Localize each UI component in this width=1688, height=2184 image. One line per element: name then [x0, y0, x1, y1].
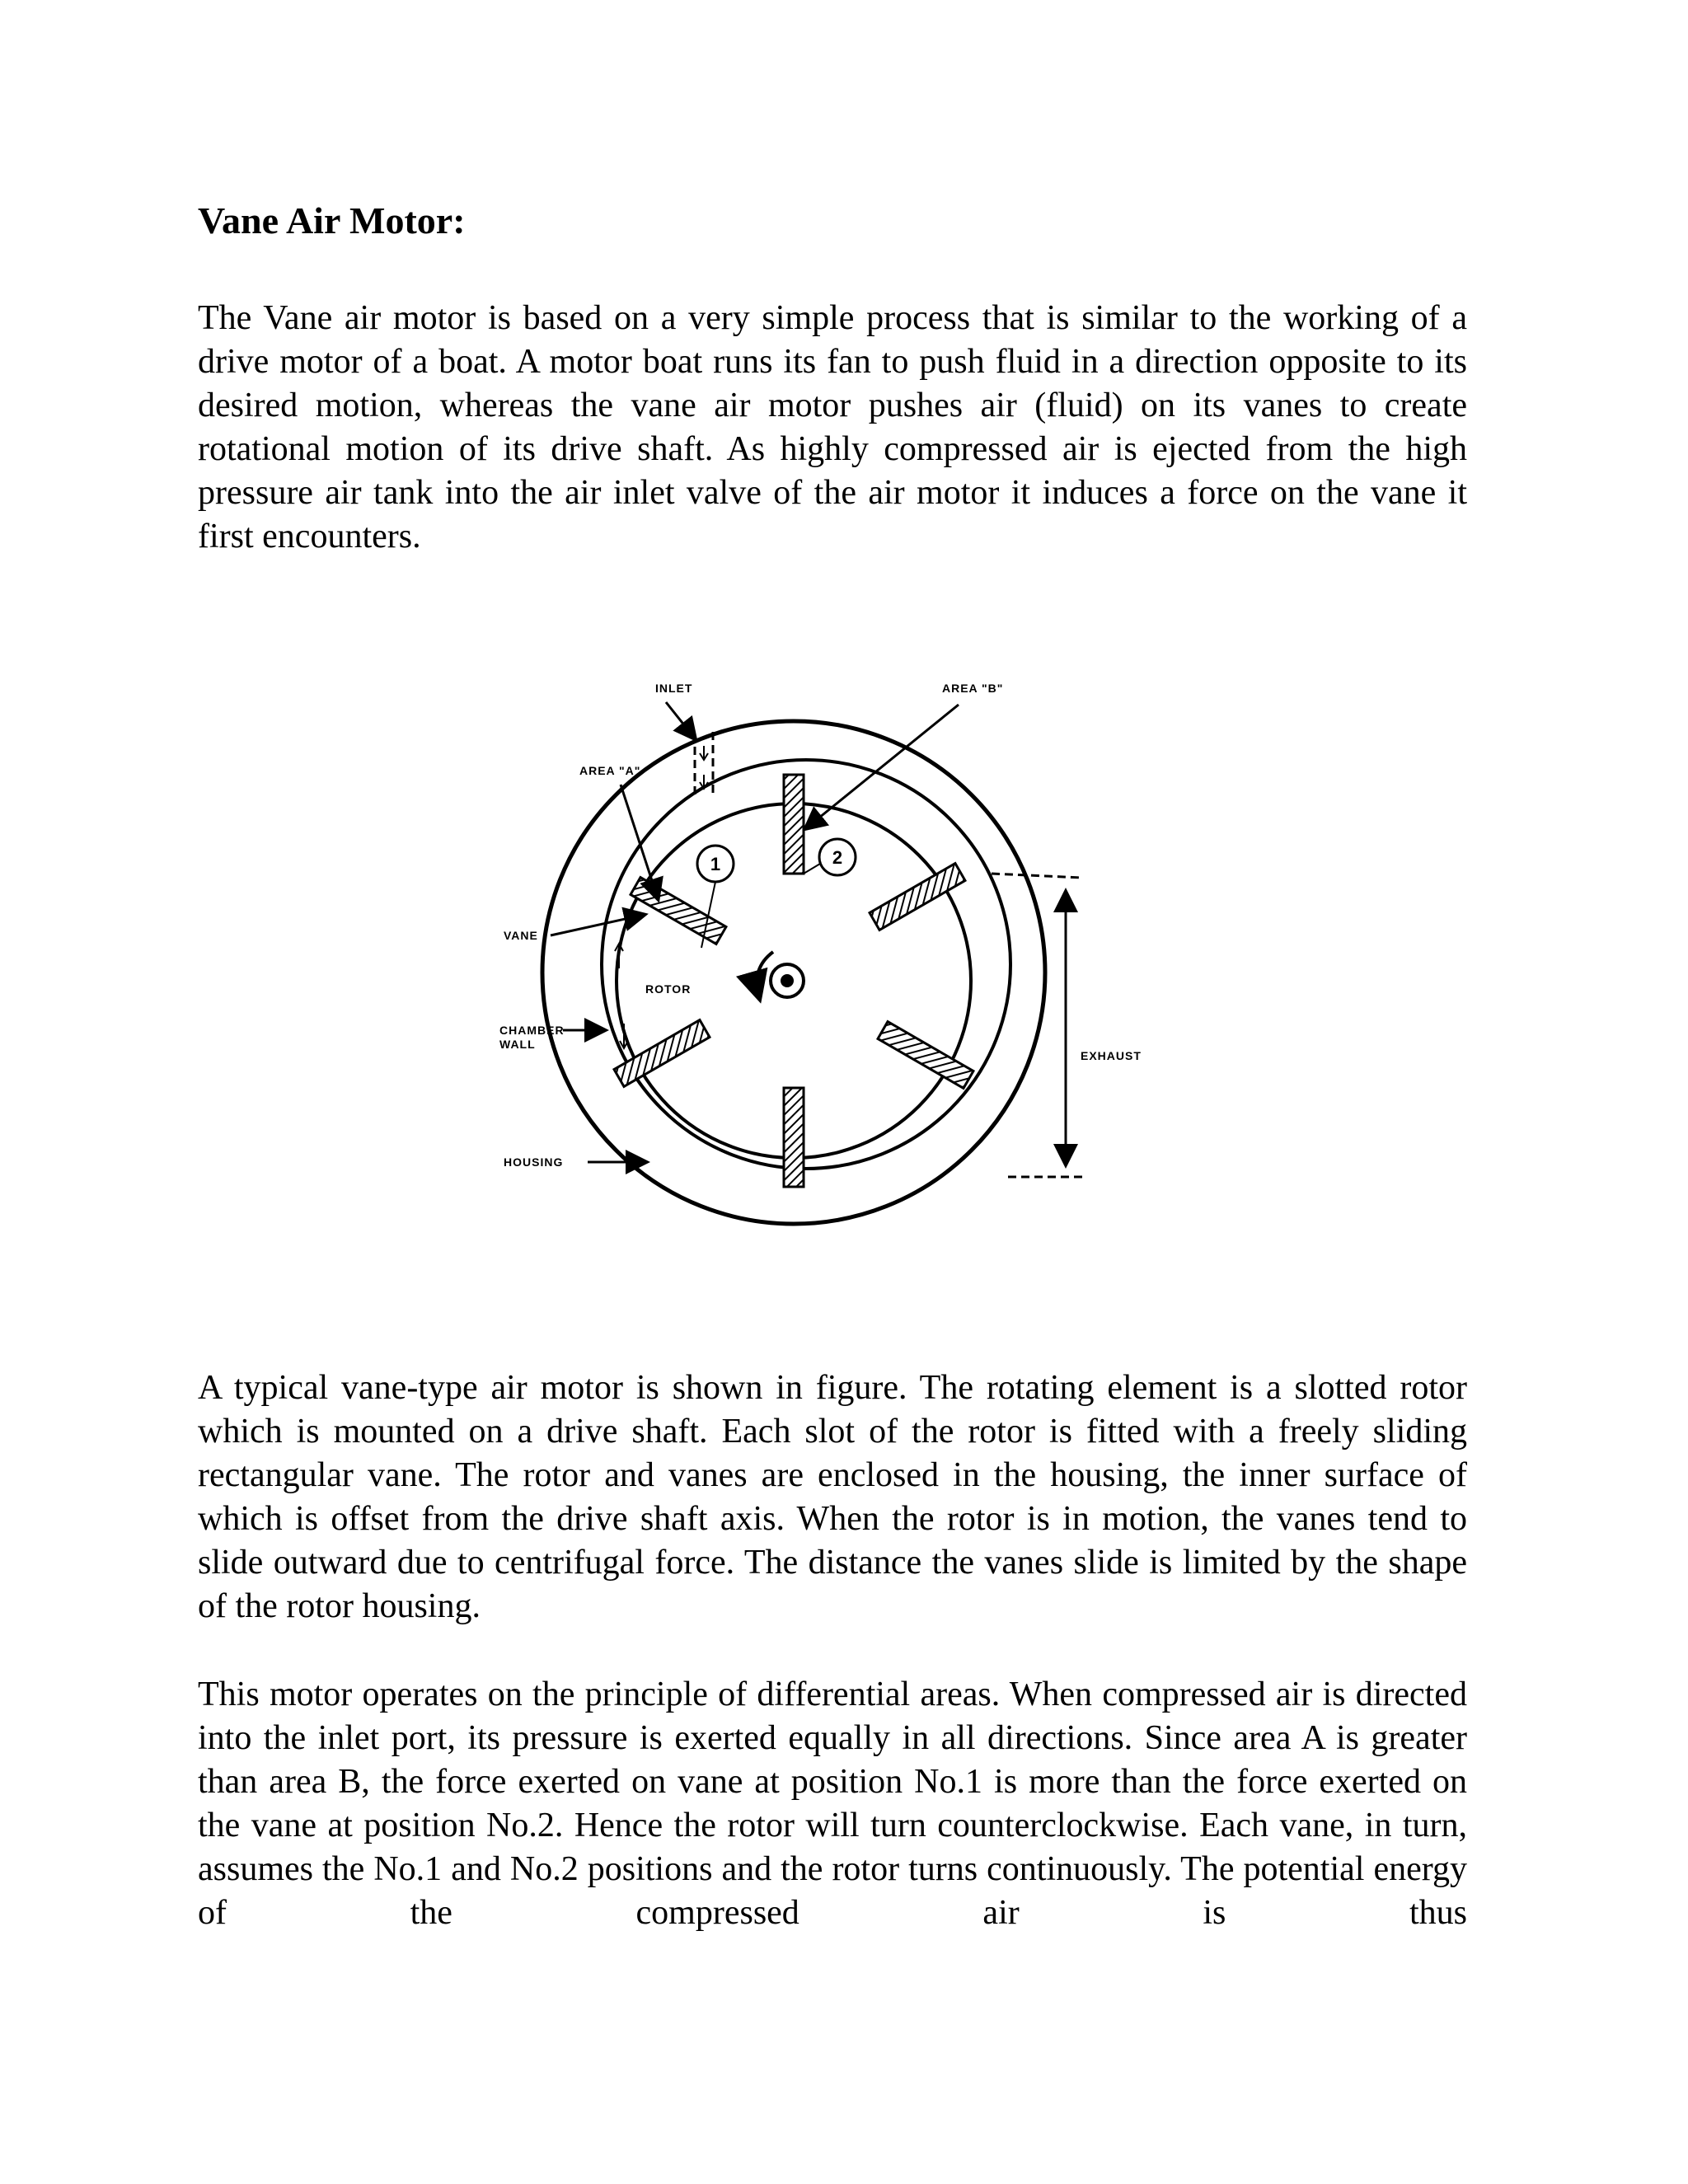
- label-rotor: ROTOR: [645, 982, 692, 996]
- chamber-wall-circle: [602, 760, 1010, 1169]
- exhaust-dash-top: [992, 874, 1082, 878]
- label-vane: VANE: [504, 929, 538, 942]
- label-exhaust: EXHAUST: [1081, 1049, 1142, 1062]
- label-area-a: AREA "A": [579, 764, 641, 777]
- inlet-flow-arrows: [700, 746, 708, 789]
- position-2-label: 2: [832, 847, 843, 868]
- vane-upper-left: [631, 878, 726, 944]
- position-1-label: 1: [710, 854, 721, 874]
- label-chamber-wall-1: CHAMBER: [499, 1024, 565, 1037]
- label-inlet: INLET: [655, 682, 693, 695]
- label-housing: HOUSING: [504, 1155, 564, 1169]
- document-title: Vane Air Motor:: [198, 199, 466, 241]
- leader-inlet: [666, 702, 695, 738]
- vane-top: [784, 775, 804, 874]
- paragraph-intro: The Vane air motor is based on a very simple process that is similar to the working of a drive motor of a boat. A motor boat runs its fan to push fluid in a direction opposite to its desired motion, whereas the vane air motor pushes air (fluid) on its vanes to create rotational motion of its drive shaft. As highly compressed air is ejected from the high pressure air tank into the air inlet valve of the air motor it induces a force on the vane it first encounters.: [198, 299, 1467, 555]
- drive-shaft-inner: [781, 974, 794, 987]
- label-area-b: AREA "B": [942, 682, 1004, 695]
- vane-lower-right: [878, 1022, 973, 1089]
- position-2-pointer: [804, 864, 820, 874]
- leader-vane: [551, 915, 644, 935]
- vane-motor-figure: [499, 668, 1428, 1212]
- vane-lower-left: [614, 1020, 710, 1087]
- label-chamber-wall-2: WALL: [499, 1038, 536, 1051]
- vane-motor-diagram: [499, 668, 1428, 1212]
- vane-bottom: [784, 1088, 804, 1187]
- paragraph-principle: This motor operates on the principle of differential areas. When compressed air is directed into the inlet port, its pressure is exerted equally in all directions. Since area A is greater than area B, the force exerted on vane at position No.1 is more than the force exerted on the vane at position No.2. Hence the rotor will turn counterclockwise. Each vane, in turn, assumes the No.1 and No.2 positions and the rotor turns continuously. The potential energy of the compressed air is thus: [198, 1675, 1467, 1932]
- paragraph-description: A typical vane-type air motor is shown in figure. The rotating element is a slotted rotor which is mounted on a drive shaft. Each slot of the rotor is fitted with a freely sliding rectangular vane. The rotor and vanes are enclosed in the housing, the inner surface of which is offset from the drive shaft axis. When the rotor is in motion, the vanes tend to slide outward due to centrifugal force. The distance the vanes slide is limited by the shape of the rotor housing.: [198, 1369, 1467, 1625]
- document-page: [198, 0, 1467, 2184]
